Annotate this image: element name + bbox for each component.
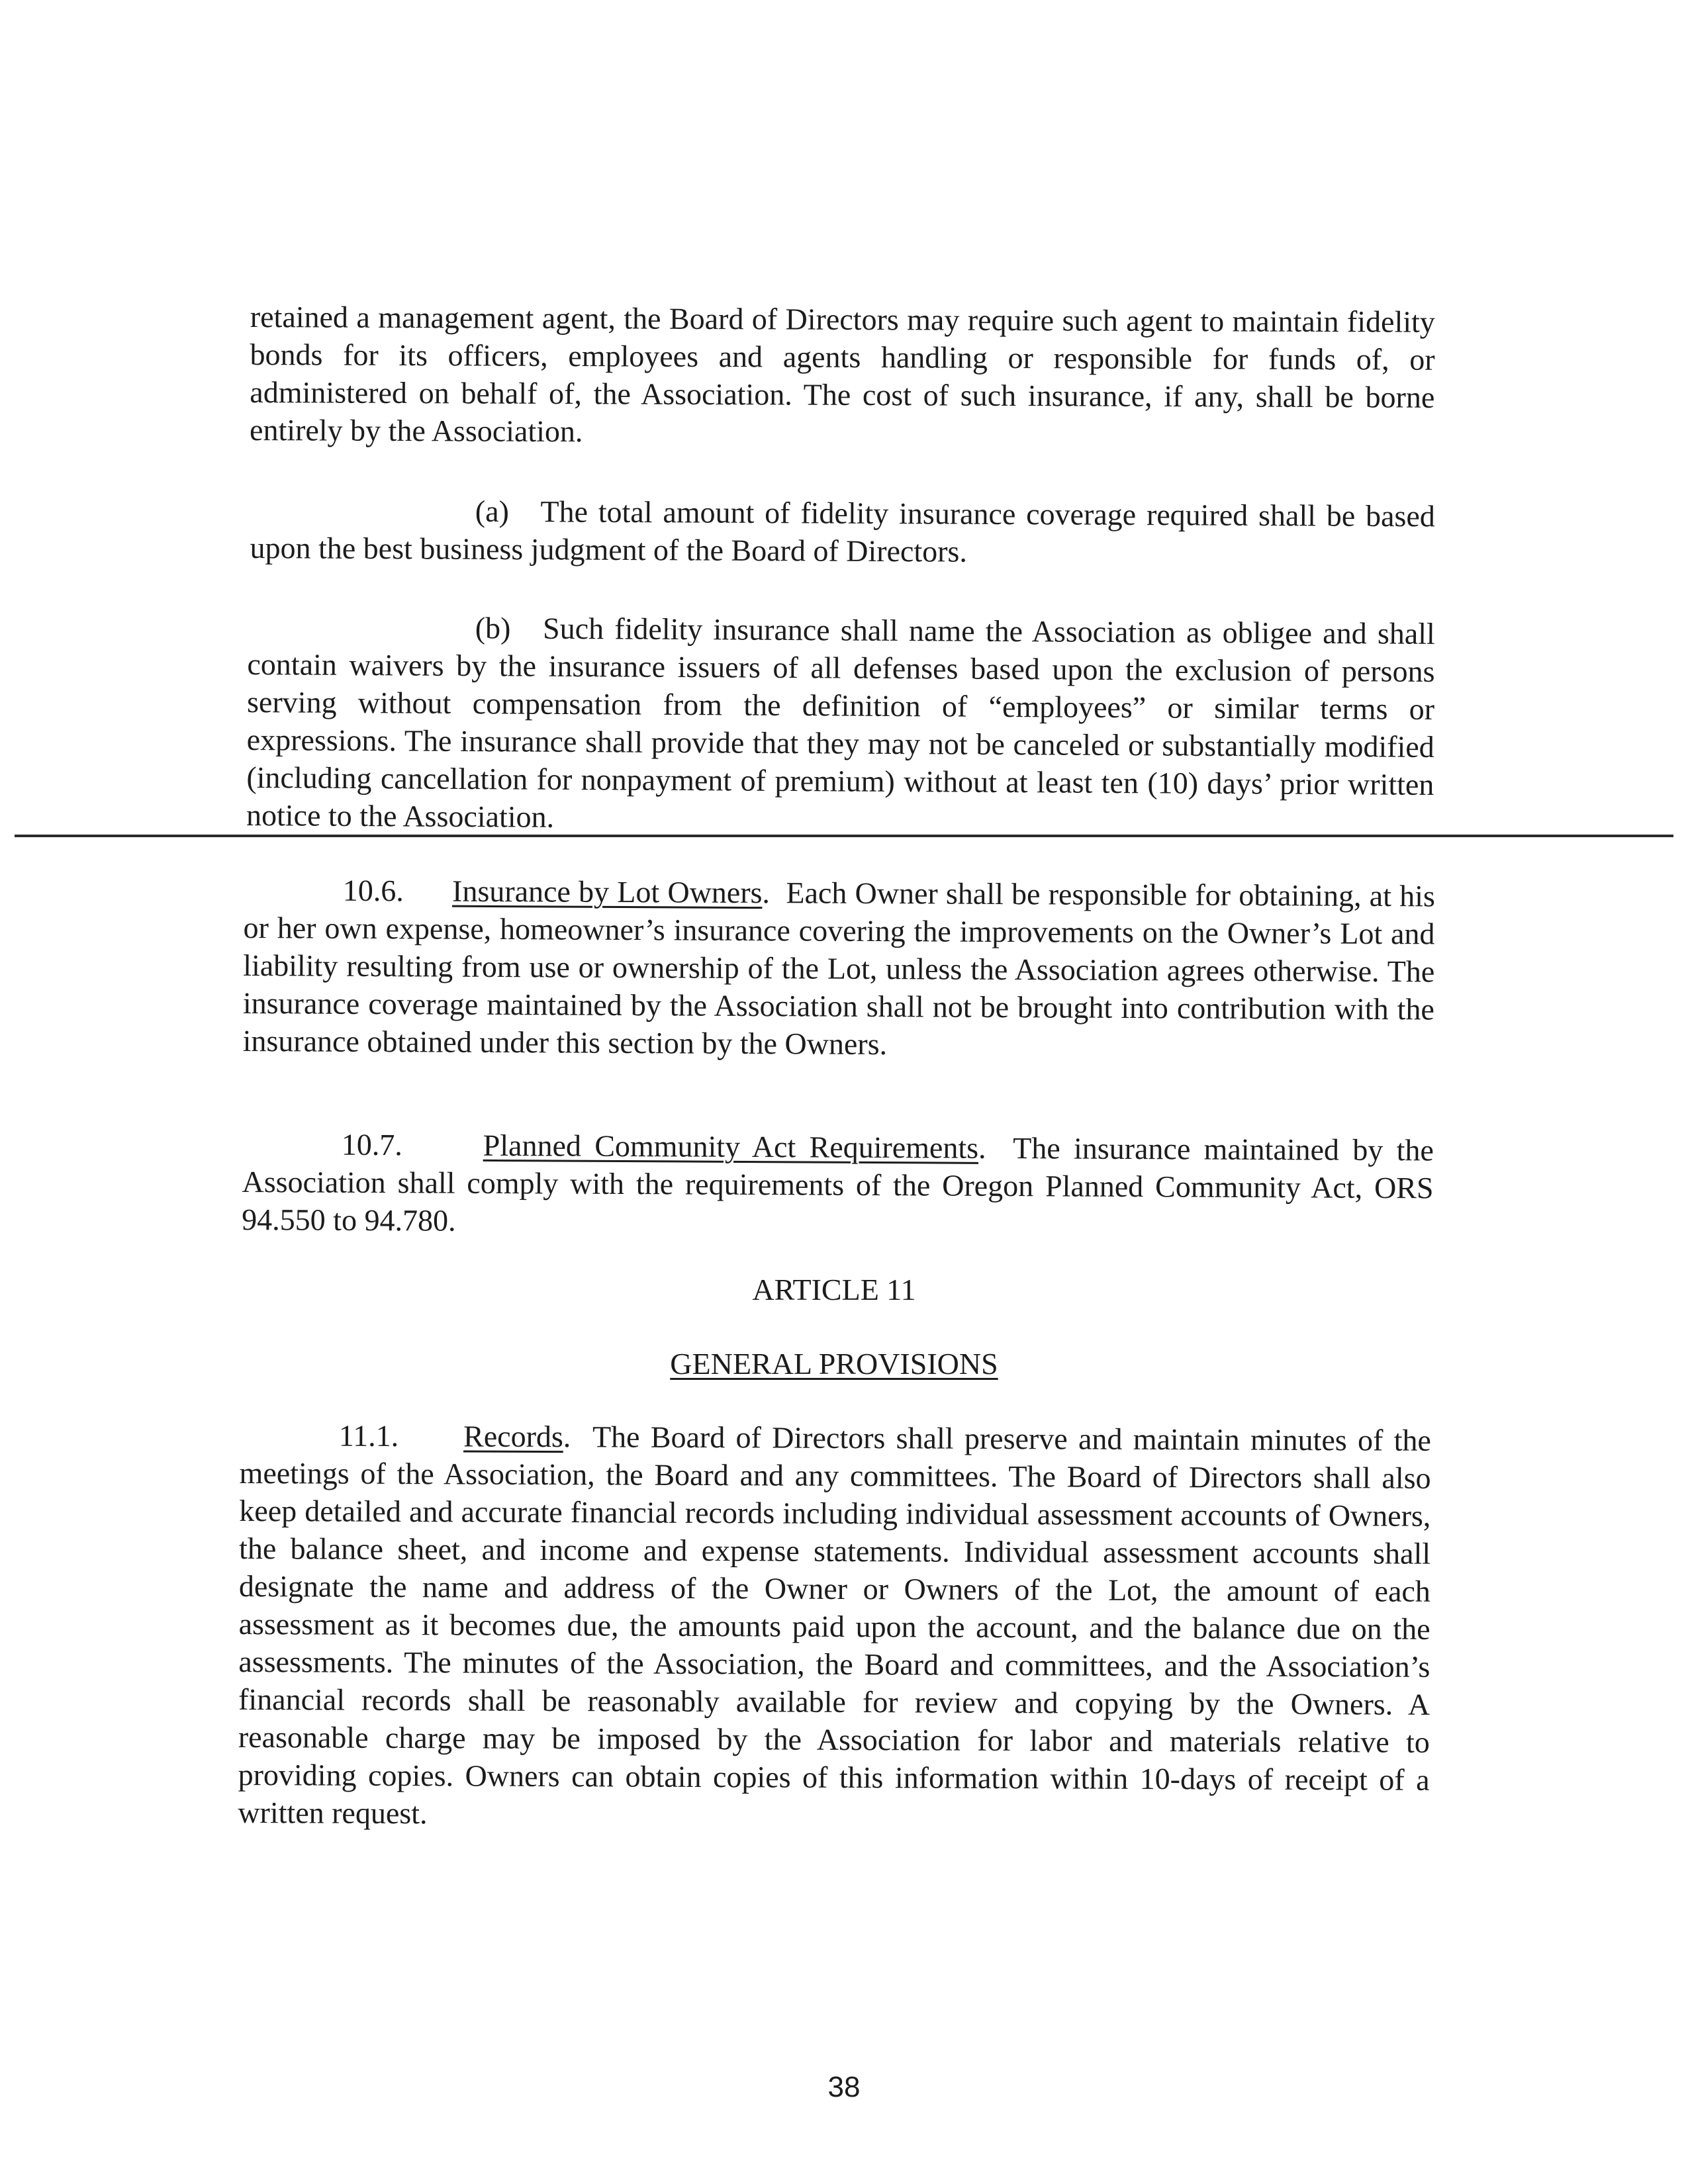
article-title-heading xyxy=(569,1345,1099,1383)
article-title-text: GENERAL PROVISIONS xyxy=(670,1347,998,1381)
subsection-a-label: (a) xyxy=(475,494,510,529)
section-10-7-number: 10.7. xyxy=(341,1127,402,1162)
section-11-1-text: The Board of Directors shall preserve and maintain minutes of the meetings of the Association, the Board and any committees. The Board of Directors shall also keep detailed and accurate financial records including individual assessment accounts of Owners, the balance sheet, and income and expense statements. Individual assessment accounts shall designate the name and address of the Owner or Owners of the Lot, the amount of each assessment as it becomes due, the amounts paid upon the account, and the balance due on the assessments. The minutes of the Association, the Board and committees, and the Association’s financial records shall be reasonably available for review and copying by the Owners. A reasonable charge may be imposed by the Association for labor and materials relative to providing copies. Owners can obtain copies of this information within 10-days of receipt of a written request. xyxy=(238,1420,1431,1831)
subsection-b-label: (b) xyxy=(475,611,511,645)
section-11-1-title: Records xyxy=(463,1419,563,1454)
section-10-6-number: 10.6. xyxy=(342,873,404,908)
section-10-7: 10.7. Planned Community Act Requirements. The insurance maintained by the Association shall comply with the requirements of the Oregon Planned Community Act, ORS 94.550 to 94.780. xyxy=(242,1127,1434,1238)
subsection-b-text: Such fidelity insurance shall name the Association as obligee and shall contain waivers by the insurance issuers of all defenses based upon the exclusion of persons serving without compensation from the definition of “employees” or similar terms or expressions. The insurance shall provide that they may not be canceled or substantially modified (including cancellation for nonpayment of premium) without at least ten (10) days’ prior written notice to the Association. xyxy=(246,611,1435,834)
subsection-a xyxy=(250,491,1435,572)
article-number-heading: ARTICLE 11 xyxy=(752,1273,916,1306)
section-10-6: 10.6. Insurance by Lot Owners. Each Owner shall be responsible for obtaining, at his or her own expense, homeowner’s insurance covering the improvements on the Owner’s Lot and liability resulting from use or ownership of the Lot, unless the Association agrees otherwise. The insurance coverage maintained by the Association shall not be brought into contribution with the insurance obtained under this section by the Owners. xyxy=(242,873,1435,1062)
subsection-a-text: The total amount of fidelity insurance coverage required shall be based upon the best business judgment of the Board of Directors. xyxy=(250,494,1435,569)
subsection-b xyxy=(246,608,1435,841)
horizontal-rule-divider xyxy=(15,835,1673,837)
section-11-1: 11.1. Records. The Board of Directors shall preserve and maintain minutes of the meetings of the Association, the Board and any committees. The Board of Directors shall also keep detailed and accurate financial records including individual assessment accounts of Owners, the balance sheet, and income and expense statements. Individual assessment accounts shall designate the name and address of the Owner or Owners of the Lot, the amount of each assessment as it becomes due, the amounts paid upon the account, and the balance due on the assessments. The minutes of the Association, the Board and committees, and the Association’s financial records shall be reasonably available for review and copying by the Owners. A reasonable charge may be imposed by the Association for labor and materials relative to providing copies. Owners can obtain copies of this information within 10-days of receipt of a written request. xyxy=(238,1418,1431,1831)
page-number: 38 xyxy=(827,2071,861,2103)
section-10-6-title: Insurance by Lot Owners xyxy=(451,874,763,910)
continuation-paragraph: retained a management agent, the Board of Directors may require such agent to maintain fidelity bonds for its officers, employees and agents handling or responsible for funds of, or administered on behalf of, the Association. The cost of such insurance, if any, shall be borne entirely by the Association. xyxy=(250,299,1435,449)
section-10-7-title: Planned Community Act Requirements xyxy=(483,1128,979,1165)
section-10-6-text: Each Owner shall be responsible for obtaining, at his or her own expense, homeowner’s insurance covering the improvements on the Owner’s Lot and liability resulting from use or ownership of the Lot, unless the Association agrees otherwise. The insurance coverage maintained by the Association shall not be brought into contribution with the insurance obtained under this section by the Owners. xyxy=(242,876,1435,1062)
section-10-7-text: The insurance maintained by the Association shall comply with the requirements of the Oregon Planned Community Act, ORS 94.550 to 94.780. xyxy=(242,1131,1434,1238)
section-11-1-number: 11.1. xyxy=(338,1418,399,1453)
